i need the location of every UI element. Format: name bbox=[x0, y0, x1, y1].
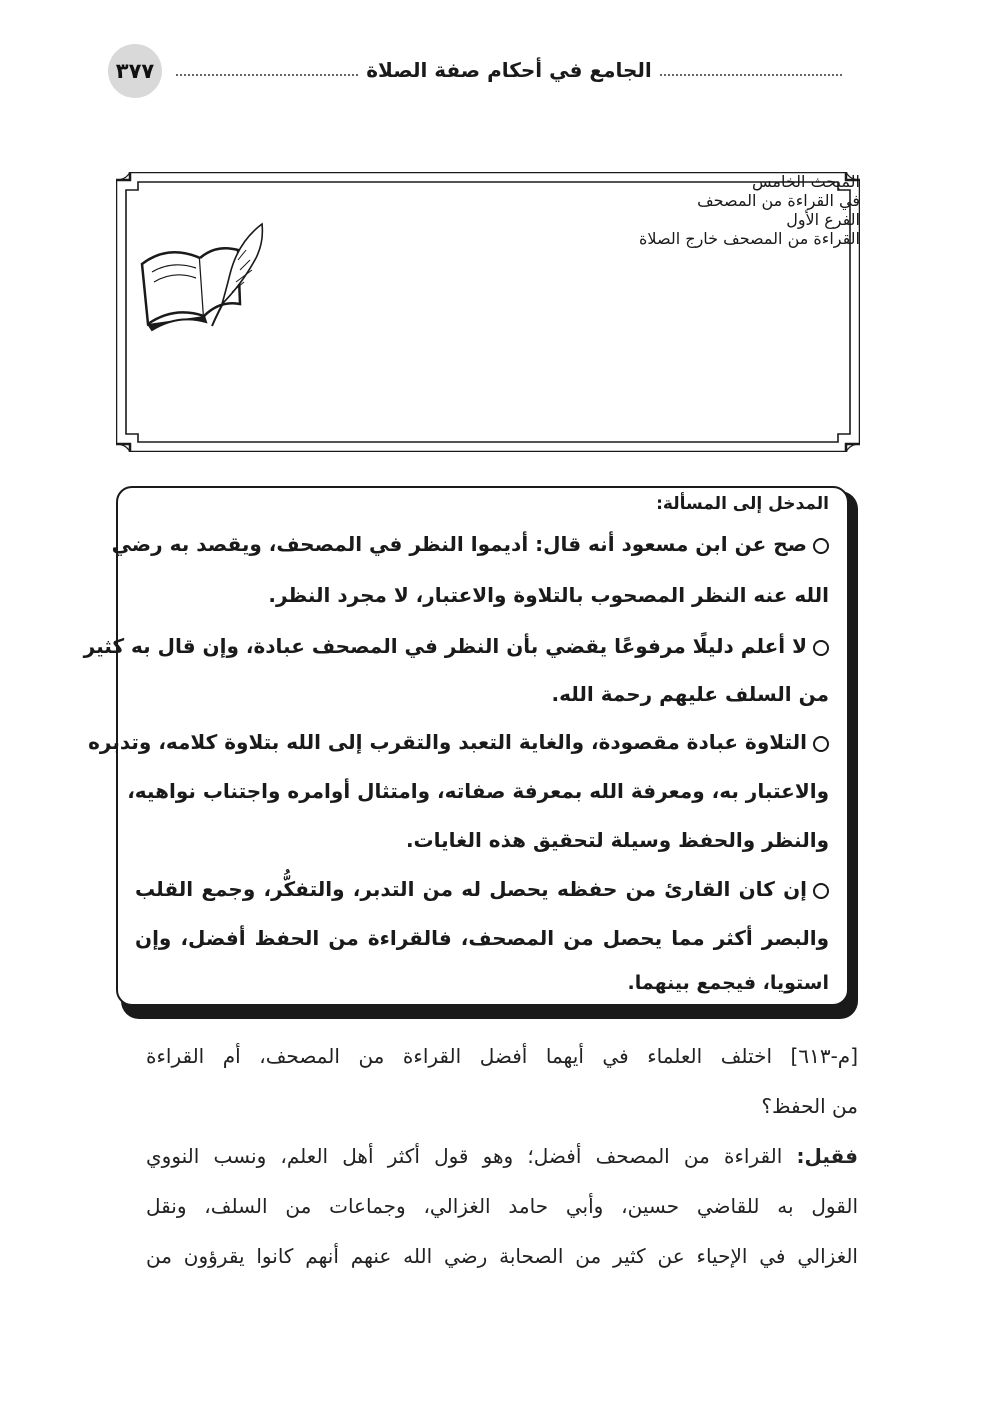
summary-point-2-line-1: لا أعلم دليلًا مرفوعًا يقضي بأن النظر في المصحف عبادة، وإن قال به كثير bbox=[135, 634, 829, 658]
summary-point-4-line-1: إن كان القارئ من حفظه يحصل له من التدبر، والتفكُّر، وجمع القلب bbox=[135, 877, 829, 901]
summary-point-3-line-1: التلاوة عبادة مقصودة، والغاية التعبد والتقرب إلى الله بتلاوة كلامه، وتدبره bbox=[135, 730, 829, 754]
body-paragraph-1-line-1: [م-٦١٣] اختلف العلماء في أيهما أفضل القراءة من المصحف، أم القراءة bbox=[146, 1044, 858, 1068]
summary-point-3-line-3: والنظر والحفظ وسيلة لتحقيق هذه الغايات. bbox=[405, 828, 829, 852]
circle-bullet-icon bbox=[813, 640, 829, 656]
chapter-section-title: المبحث الخامس bbox=[751, 172, 860, 191]
running-header bbox=[176, 52, 842, 88]
paragraph-lead-word: فقيل: bbox=[796, 1144, 858, 1168]
chapter-section-subtitle: في القراءة من المصحف bbox=[697, 191, 860, 210]
body-paragraph-2-line-3: الغزالي في الإحياء عن كثير من الصحابة رضي الله عنهم أنهم كانوا يقرؤون من bbox=[146, 1244, 858, 1268]
body-paragraph-1-line-2: من الحفظ؟ bbox=[761, 1094, 858, 1118]
header-leader-dots-left bbox=[176, 74, 358, 76]
branch-subtitle: القراءة من المصحف خارج الصلاة bbox=[639, 229, 860, 248]
summary-point-3-line-2: والاعتبار به، ومعرفة الله بمعرفة صفاته، وامتثال أوامره واجتناب نواهيه، bbox=[127, 779, 829, 803]
body-paragraph-2-line-2: القول به للقاضي حسين، وأبي حامد الغزالي، وجماعات من السلف، ونقل bbox=[146, 1194, 858, 1218]
chapter-title-frame bbox=[116, 172, 860, 452]
summary-point-4-line-2: والبصر أكثر مما يحصل من المصحف، فالقراءة من الحفظ أفضل، وإن bbox=[135, 926, 829, 950]
summary-point-1-line-2: الله عنه النظر المصحوب بالتلاوة والاعتبار، لا مجرد النظر. bbox=[268, 583, 829, 607]
summary-point-4-line-3: استويا، فيجمع بينهما. bbox=[627, 972, 829, 994]
summary-point-2-line-2: من السلف عليهم رحمة الله. bbox=[551, 682, 829, 706]
body-paragraph-2-line-1: فقيل: القراءة من المصحف أفضل؛ وهو قول أكثر أهل العلم، ونسب النووي bbox=[146, 1144, 858, 1168]
book-and-quill-icon bbox=[138, 220, 268, 332]
branch-title: الفرع الأول bbox=[786, 210, 860, 229]
summary-point-1-line-1: صح عن ابن مسعود أنه قال: أديموا النظر في المصحف، ويقصد به رضي bbox=[135, 532, 829, 556]
running-header-title: الجامع في أحكام صفة الصلاة bbox=[366, 58, 652, 82]
header-leader-dots-right bbox=[660, 74, 842, 76]
summary-heading: المدخل إلى المسألة: bbox=[656, 494, 829, 514]
circle-bullet-icon bbox=[813, 883, 829, 899]
summary-box bbox=[83, 486, 849, 1006]
circle-bullet-icon bbox=[813, 538, 829, 554]
circle-bullet-icon bbox=[813, 736, 829, 752]
page-number: ٣٧٧ bbox=[108, 44, 162, 98]
